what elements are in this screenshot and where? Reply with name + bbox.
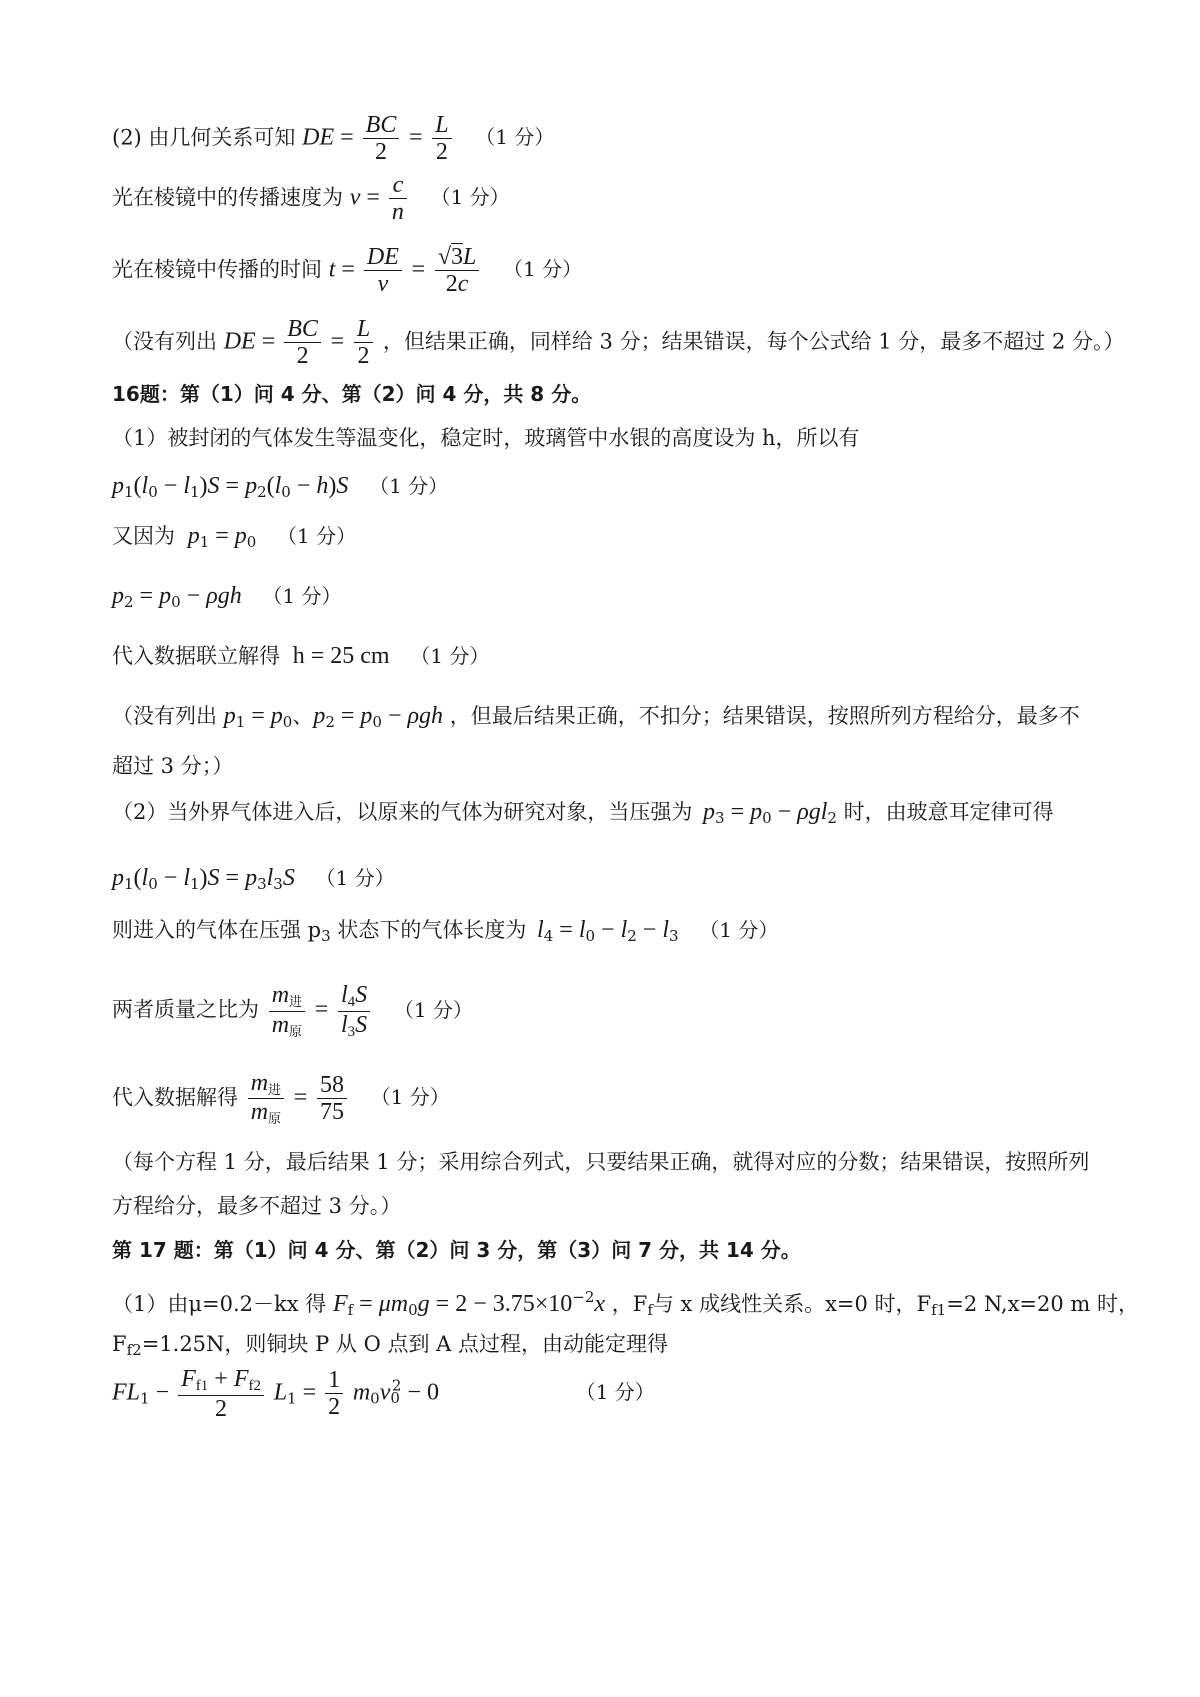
q17-part1-cont: $F_{f2}=1.25N$，则铜块 P 从 O 点到 A 点过程，由动能定理得 bbox=[112, 1332, 668, 1359]
score-label: （1 分） bbox=[430, 185, 510, 210]
fraction-sqrt3l-over-2c: $\frac{√3L}{2c}$ bbox=[435, 244, 480, 298]
fraction-1-over-2: $\frac{1}{2}$ bbox=[325, 1367, 343, 1421]
fraction-bc-over-2: $\frac{BC}{2}$ bbox=[363, 112, 400, 166]
equation-work-energy: $FL_1$ − $\frac{F_{f1} + F_{f2}}{2}$ $L_1$ = $\frac{1}{2}$ $m_0v_0^2 - 0$ （1 分） bbox=[112, 1366, 655, 1422]
score-label: （1 分） bbox=[369, 474, 449, 498]
grading-note-q16-1: （没有列出 $p_1 = p_0$、$p_2 = p_0 - \rho gh$ ，但最后结果正确，不扣分；结果错误，按照所列方程给分，最多不 bbox=[112, 703, 1080, 731]
fraction-l4s-over-l3s: $\frac{l_4S}{l_3S}$ bbox=[338, 982, 370, 1040]
grading-note-q16-2: （每个方程 1 分，最后结果 1 分；采用综合列式，只要结果正确，就得对应的分数；结果错误，按照所列 bbox=[112, 1150, 1090, 1174]
score-label: （1 分） bbox=[315, 866, 395, 890]
equation-p1: 又因为 $p_1 = p_0$ （1 分） bbox=[112, 523, 357, 551]
equation-isothermal: $p_1(l_0 - l_1)S = p_2(l_0 - h)S$ （1 分） bbox=[112, 473, 449, 501]
score-label: （1 分） bbox=[277, 524, 357, 548]
q16-part2-intro: （2）当外界气体进入后，以原来的气体为研究对象，当压强为 $p_3 = p_0 - \rho gl_2$ 时，由玻意耳定律可得 bbox=[112, 799, 1054, 827]
q16-part1-intro: （1）被封闭的气体发生等温变化，稳定时，玻璃管中水银的高度设为 h，所以有 bbox=[112, 426, 860, 450]
score-label: （1 分） bbox=[262, 584, 342, 608]
mass-ratio-result: 代入数据解得 $\frac{\text{m进}}{\text{m原}}$ = $\frac{58}{75}$ （1 分） bbox=[112, 1070, 450, 1128]
grading-note-q16-1-cont: 超过 3 分；） bbox=[112, 754, 234, 778]
solution-h: 代入数据联立解得 h = 25 cm （1 分） bbox=[112, 643, 490, 669]
h-value: h = 25 cm bbox=[292, 643, 390, 669]
score-label: （1 分） bbox=[475, 125, 555, 150]
score-label: （1 分） bbox=[699, 918, 779, 942]
answer-line-speed: 光在棱镜中的传播速度为 v = $\frac{c}{n}$ （1 分） bbox=[112, 172, 510, 226]
fraction-ff1-plus-ff2-over-2: $\frac{F_{f1} + F_{f2}}{2}$ bbox=[178, 1366, 264, 1422]
fraction-c-over-n: $\frac{c}{n}$ bbox=[389, 172, 407, 226]
score-label: （1 分） bbox=[503, 257, 583, 282]
equation-p2: $p_2 = p_0 - \rho gh$ （1 分） bbox=[112, 583, 342, 611]
q17-score-header: 第 17 题：第（1）问 4 分、第（2）问 3 分，第（3）问 7 分，共 14 分。 bbox=[112, 1238, 801, 1262]
q17-part1-intro: （1）由μ=0.2－kx 得 $F_f = \mu m_0g = 2 - 3.75\times 10^{-2}x$ ，$F_f$与 x 成线性关系。x=0 时，$F_{f1}=2$ N,x=20 m 时， bbox=[112, 1288, 1139, 1319]
mass-ratio-expression: 两者质量之比为 $\frac{\text{m进}}{\text{m原}}$ = $\frac{l_4S}{l_3S}$ （1 分） bbox=[112, 982, 473, 1040]
grading-note-q16-2-cont: 方程给分，最多不超过 3 分。） bbox=[112, 1194, 402, 1218]
score-label: （1 分） bbox=[393, 997, 473, 1022]
fraction-m-in-over-m-orig: $\frac{\text{m进}}{\text{m原}}$ bbox=[269, 982, 305, 1040]
fraction-de-over-v: $\frac{DE}{v}$ bbox=[364, 244, 402, 298]
q16-score-header: 16题：第（1）问 4 分、第（2）问 4 分，共 8 分。 bbox=[112, 382, 592, 406]
fraction-l-over-2: $\frac{L}{2}$ bbox=[432, 112, 451, 166]
equation-boyle: $p_1(l_0 - l_1)S = p_3l_3S$ （1 分） bbox=[112, 865, 395, 893]
score-label: （1 分） bbox=[410, 644, 490, 668]
score-label: （1 分） bbox=[370, 1085, 450, 1110]
score-label: （1 分） bbox=[575, 1380, 655, 1405]
answer-line-time: 光在棱镜中传播的时间 t = $\frac{DE}{v}$ = $\frac{√3L}{2c}$ （1 分） bbox=[112, 244, 583, 298]
grading-note-optics: （没有列出 DE = $\frac{BC}{2}$ = $\frac{L}{2}$ ，但结果正确，同样给 3 分；结果错误，每个公式给 1 分，最多不超过 2 分。） bbox=[112, 316, 1125, 370]
answer-line-de: (2) 由几何关系可知 DE = $\frac{BC}{2}$ = $\frac{L}{2}$ （1 分） bbox=[112, 112, 555, 166]
fraction-58-over-75: $\frac{58}{75}$ bbox=[317, 1072, 347, 1126]
equation-l4: 则进入的气体在压强 $p_3$ 状态下的气体长度为 $l_4 = l_0 - l_2 - l_3$ （1 分） bbox=[112, 917, 779, 945]
